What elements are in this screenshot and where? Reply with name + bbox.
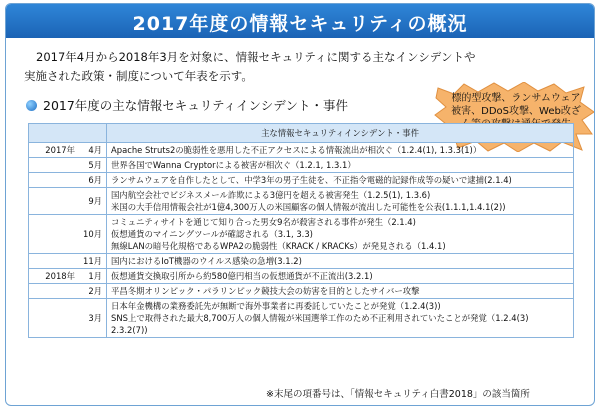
table-header-row	[29, 124, 574, 143]
page-title: 2017年度の情報セキュリティの概況	[132, 13, 468, 35]
event-line: ランサムウェアを自作したとして、中学3年の男子生徒を、不正指令電磁的記録作成等の疑いで逮捕(2.1.4)	[111, 175, 512, 185]
event-line: 2.3.2(7))	[111, 325, 148, 335]
row-month: 9月	[79, 188, 107, 215]
row-month: 11月	[79, 254, 107, 269]
table-row	[29, 215, 574, 254]
title-bar	[6, 4, 594, 38]
row-events	[107, 269, 574, 284]
row-month: 2月	[79, 284, 107, 299]
row-events	[107, 188, 574, 215]
event-line: 仮想通貨のマイニングツールが確認される（3.1, 3.3)	[111, 229, 313, 239]
row-events	[107, 254, 574, 269]
event-line: SNS上で取得された最大8,700万人の個人情報が米国選挙工作のため不正利用されていたことが発覚（1.2.4(3)	[111, 313, 529, 323]
table-header-date	[29, 124, 107, 143]
row-events	[107, 173, 574, 188]
section-heading-text: 2017年度の主な情報セキュリティインシデント・事件	[43, 98, 349, 113]
event-line: 無線LANの暗号化規格であるWPA2の脆弱性（KRACK / KRACKs）が発見される（1.4.1)	[111, 241, 446, 251]
intro-text	[24, 48, 494, 86]
event-line: Apache Struts2の脆弱性を悪用した不正アクセスによる情報流出が相次ぐ（1.2.4(1), 1.3.3(1)）	[111, 145, 482, 155]
row-month: 10月	[79, 215, 107, 254]
row-year	[29, 188, 80, 215]
intro-line-1: 2017年4月から2018年3月を対象に、情報セキュリティに関する主なインシデントや	[36, 50, 476, 64]
event-line: 世界各国でWanna Cryptorによる被害が相次ぐ（1.2.1, 1.3.1）	[111, 160, 356, 170]
table-row	[29, 188, 574, 215]
row-month: 6月	[79, 173, 107, 188]
row-year	[29, 215, 80, 254]
row-month: 4月	[79, 143, 107, 158]
table-row	[29, 269, 574, 284]
row-year	[29, 173, 80, 188]
row-month: 5月	[79, 158, 107, 173]
row-events	[107, 284, 574, 299]
row-year: 2018年	[29, 269, 80, 284]
row-events	[107, 143, 574, 158]
bullet-circle-icon	[26, 100, 37, 111]
row-events	[107, 215, 574, 254]
table-row	[29, 284, 574, 299]
event-line: 平昌冬期オリンピック・パラリンピック競技大会の妨害を目的としたサイバー攻撃	[111, 286, 420, 296]
table-header-title: 主な情報セキュリティインシデント・事件	[107, 124, 574, 143]
table-row	[29, 143, 574, 158]
row-events	[107, 158, 574, 173]
event-line: 仮想通貨交換取引所から約580億円相当の仮想通貨が不正流出(3.2.1)	[111, 271, 373, 281]
row-year	[29, 284, 80, 299]
table-row	[29, 173, 574, 188]
callout-text: 標的型攻撃、ランサムウェア被害、DDoS攻撃、Web改ざ	[451, 93, 581, 117]
table-row	[29, 158, 574, 173]
table-row	[29, 299, 574, 338]
row-year	[29, 254, 80, 269]
event-line: 国内におけるIoT機器のウイルス感染の急増(3.1.2)	[111, 256, 302, 266]
footnote: ※末尾の項番号は、「情報セキュリティ白書2018」の該当箇所	[266, 389, 530, 400]
table-body	[29, 143, 574, 338]
event-line: コミュニティサイトを通じて知り合った男女9名が殺害される事件が発生（2.1.4)	[111, 217, 416, 227]
row-events	[107, 299, 574, 338]
event-line: 日本年金機構の業務委託先が無断で海外事業者に再委託していたことが発覚（1.2.4(3))	[111, 301, 441, 311]
intro-line-2: 実施された政策・制度について年表を示す。	[24, 69, 253, 83]
row-year: 2017年	[29, 143, 80, 158]
event-line: 米国の大手信用情報会社が1億4,300万人の米国顧客の個人情報が流出した可能性を公表(1.1.1,1.4.1(2))	[111, 202, 506, 212]
table-row	[29, 254, 574, 269]
row-month: 3月	[79, 299, 107, 338]
row-year	[29, 158, 80, 173]
event-line: 国内航空会社でビジネスメール詐欺による3億円を超える被害発生（1.2.5(1), 1.3.6)	[111, 190, 431, 200]
incident-table	[28, 123, 574, 338]
row-year	[29, 299, 80, 338]
section-heading	[26, 96, 348, 114]
row-month: 1月	[79, 269, 107, 284]
